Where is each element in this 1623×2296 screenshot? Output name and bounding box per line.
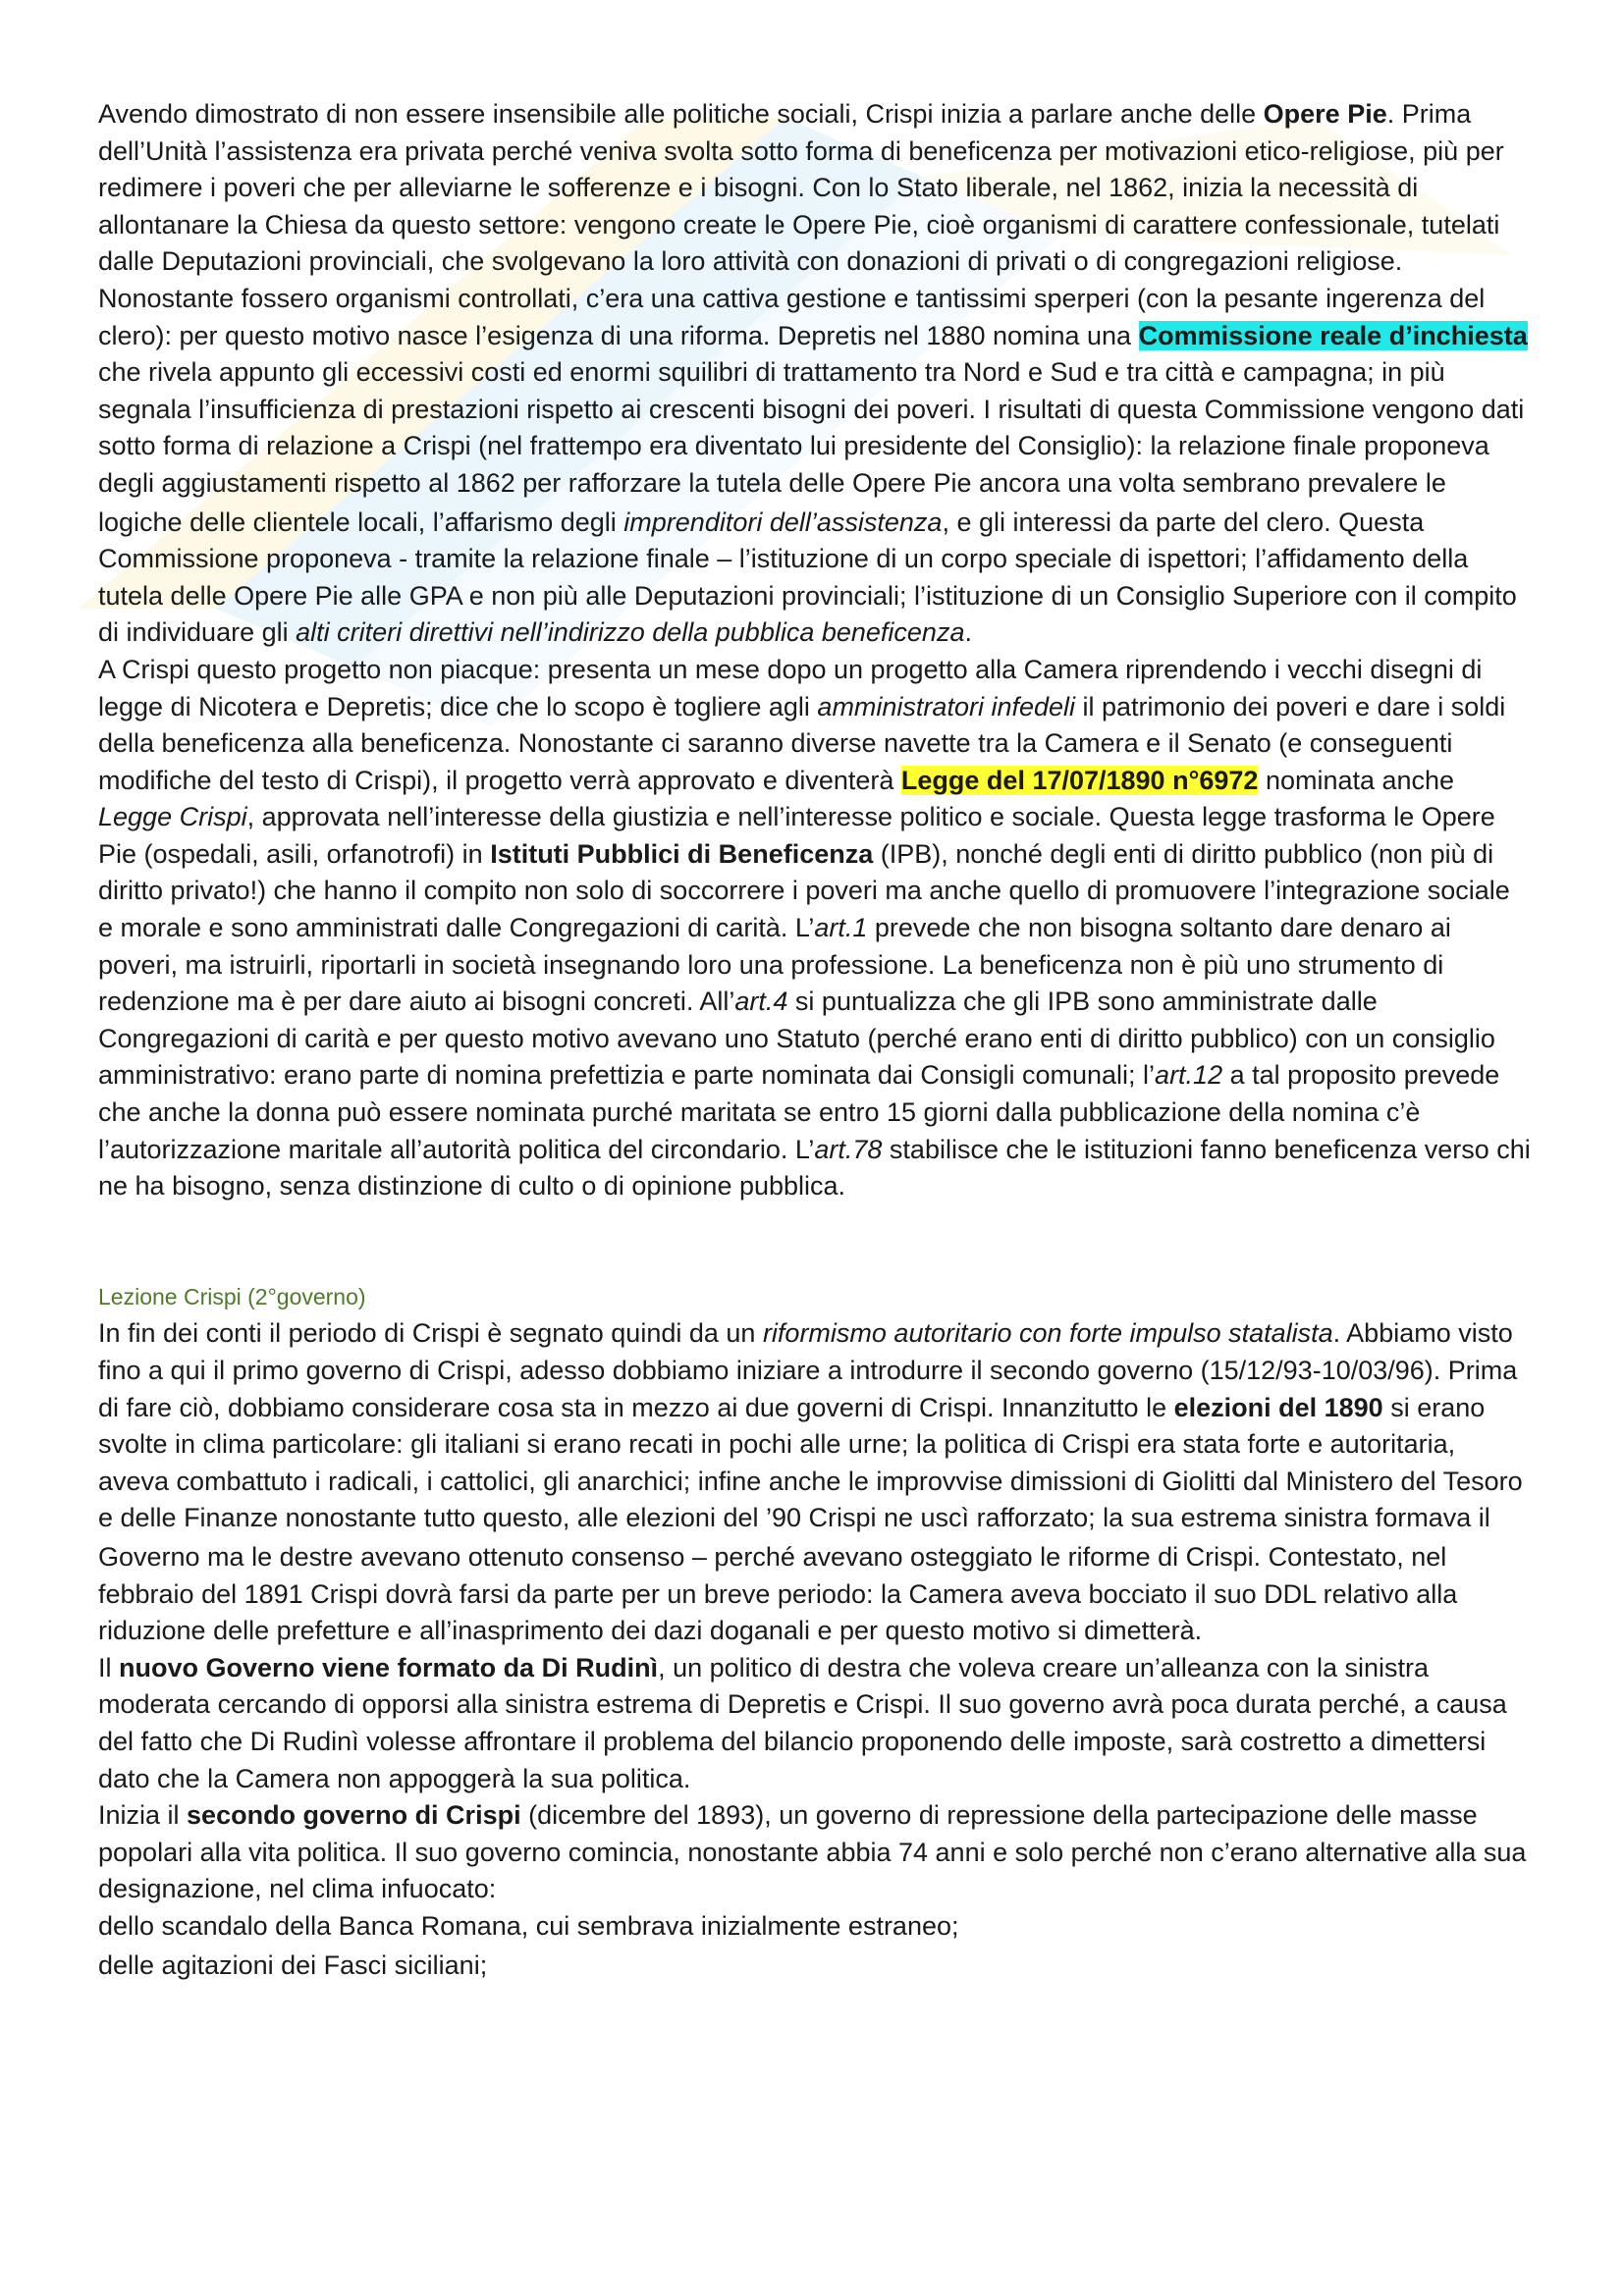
paragraph-legge-crispi: A Crispi questo progetto non piacque: presenta un mese dopo un progetto alla Camera riprendendo i vecchi disegni di legge di Nicotera e Depretis; dice che lo scopo è togliere agli amministratori infedeli il patrimonio dei poveri e dare i soldi della beneficenza alla beneficenza. Nonostante ci saranno diverse navette tra la Camera e il Senato (e conseguenti modifiche del testo di Crispi), il progetto verrà approvato e diventerà Legge del 17/07/1890 n°6972 nominata anche Legge Crispi, approvata nell’interesse della giustizia e nell’interesse politico e sociale. Questa legge trasforma le Opere Pie (ospedali, asili, orfanotrofi) in Istituti Pubblici di Beneficenza (IPB), nonché degli enti di diritto pubblico (non più di diritto privato!) che hanno il compito non solo di soccorrere i poveri ma anche quello di promuovere l’integrazione sociale e morale e sono amministrati dalle Congregazioni di carità. L’art.1 prevede che non bisogna soltanto dare denaro ai poveri, ma istruirli, riportarli in società insegnando loro una professione. La beneficenza non è più uno strumento di redenzione ma è per dare aiuto ai bisogni concreti. All’art.4 si puntualizza che gli IPB sono amministrate dalle Congregazioni di carità e per questo motivo avevano uno Statuto (perché erano enti di diritto pubblico) con un consiglio amministrativo: erano parte di nomina prefettizia e parte nominata dai Consigli comunali; l’art.12 a tal proposito prevede che anche la donna può essere nominata purché maritata se entro 15 giorni dalla pubblicazione della nomina c’è l’autorizzazione maritale all’autorità politica del circondario. L’art.78 stabilisce che le istituzioni fanno beneficenza verso chi ne ha bisogno, senza distinzione di culto o di opinione pubblica. [98, 654, 1531, 1201]
section-heading: Lezione Crispi (2°governo) [98, 1283, 366, 1309]
paragraph-di-rudini: Il nuovo Governo viene formato da Di Rudinì, un politico di destra che voleva creare un’alleanza con la sinistra moderata cercando di opporsi alla sinistra estrema di Depretis e Crispi. Il suo governo avrà poca durata perché, a causa del fatto che Di Rudinì volesse affrontare il problema del bilancio proponendo delle imposte, sarà costretto a dimettersi dato che la Camera non appoggerà la sua politica. [98, 1652, 1507, 1793]
highlight-commissione: Commissione reale d’inchiesta [1138, 320, 1528, 350]
paragraph-secondo-governo: Inizia il secondo governo di Crispi (dicembre del 1893), un governo di repressione della partecipazione delle masse popolari alla vita politica. Il suo governo comincia, nonostante abbia 74 anni e solo perché non c’erano alternative alla sua designazione, nel clima infuocato: [98, 1800, 1527, 1904]
bold-opere-pie: Opere Pie [1263, 99, 1387, 129]
paragraph-opere-pie: Avendo dimostrato di non essere insensibile alle politiche sociali, Crispi inizia a parlare anche delle Opere Pie. Prima dell’Unità l’assistenza era privata perché veniva svolta sotto forma di beneficenza per motivazioni etico-religiose, più per redimere i poveri che per alleviarne le sofferenze e i bisogni. Con lo Stato liberale, nel 1862, inizia la necessità di allontanare la Chiesa da questo settore: vengono create le Opere Pie, cioè organismi di carattere confessionale, tutelati dalle Deputazioni provinciali, che svolgevano la loro attività con donazioni di privati o di congregazioni religiose. Nonostante fossero organismi controllati, c’era una cattiva gestione e tantissimi sperperi (con la pesante ingerenza del clero): per questo motivo nasce l’esigenza di una riforma. Depretis nel 1880 nomina una Commissione reale d’inchiesta che rivela appunto gli eccessivi costi ed enormi squilibri di trattamento tra Nord e Sud e tra città e campagna; in più segnala l’insufficienza di prestazioni rispetto ai crescenti bisogni dei poveri. I risultati di questa Commissione vengono dati sotto forma di relazione a Crispi (nel frattempo era diventato lui presidente del Consiglio): la relazione finale proponeva degli aggiustamenti rispetto al 1862 per rafforzare la tutela delle Opere Pie ancora una volta sembrano prevalere le logiche delle clientele locali, l’affarismo degli imprenditori dell’assistenza, e gli interessi da parte del clero. Questa Commissione proponeva - tramite la relazione finale – l’istituzione di un corpo speciale di ispettori; l’affidamento della tutela delle Opere Pie alle GPA e non più alle Deputazioni provinciali; l’istituzione di un Consiglio Superiore con il compito di individuare gli alti criteri direttivi nell’indirizzo della pubblica beneficenza. [98, 99, 1528, 648]
section-gap [98, 1205, 1532, 1279]
highlight-legge: Legge del 17/07/1890 n°6972 [900, 765, 1259, 795]
document-body [98, 96, 1532, 1986]
list-item: delle agitazioni dei Fasci siciliani; [98, 1949, 488, 1980]
paragraph-riformismo: In fin dei conti il periodo di Crispi è segnato quindi da un riformismo autoritario con forte impulso statalista. Abbiamo visto fino a qui il primo governo di Crispi, adesso dobbiamo iniziare a introdurre il secondo governo (15/12/93-10/03/96). Prima di fare ciò, dobbiamo considerare cosa sta in mezzo ai due governi di Crispi. Innanzitutto le elezioni del 1890 si erano svolte in clima particolare: gli italiani si erano recati in pochi alle urne; la politica di Crispi era stata forte e autoritaria, aveva combattuto i radicali, i cattolici, gli anarchici; infine anche le improvvise dimissioni di Giolitti dal Ministero del Tesoro e delle Finanze nonostante tutto questo, alle elezioni del ’90 Crispi ne uscì rafforzato; la sua estrema sinistra formava il Governo ma le destre avevano ottenuto consenso – perché avevano osteggiato le riforme di Crispi. Contestato, nel febbraio del 1891 Crispi dovrà farsi da parte per un breve periodo: la Camera aveva bocciato il suo DDL relativo alla riduzione delle prefetture e all’inasprimento dei dazi doganali e per questo motivo si dimetterà. [98, 1318, 1523, 1646]
list-item: dello scandalo della Banca Romana, cui sembrava inizialmente estraneo; [98, 1910, 959, 1941]
